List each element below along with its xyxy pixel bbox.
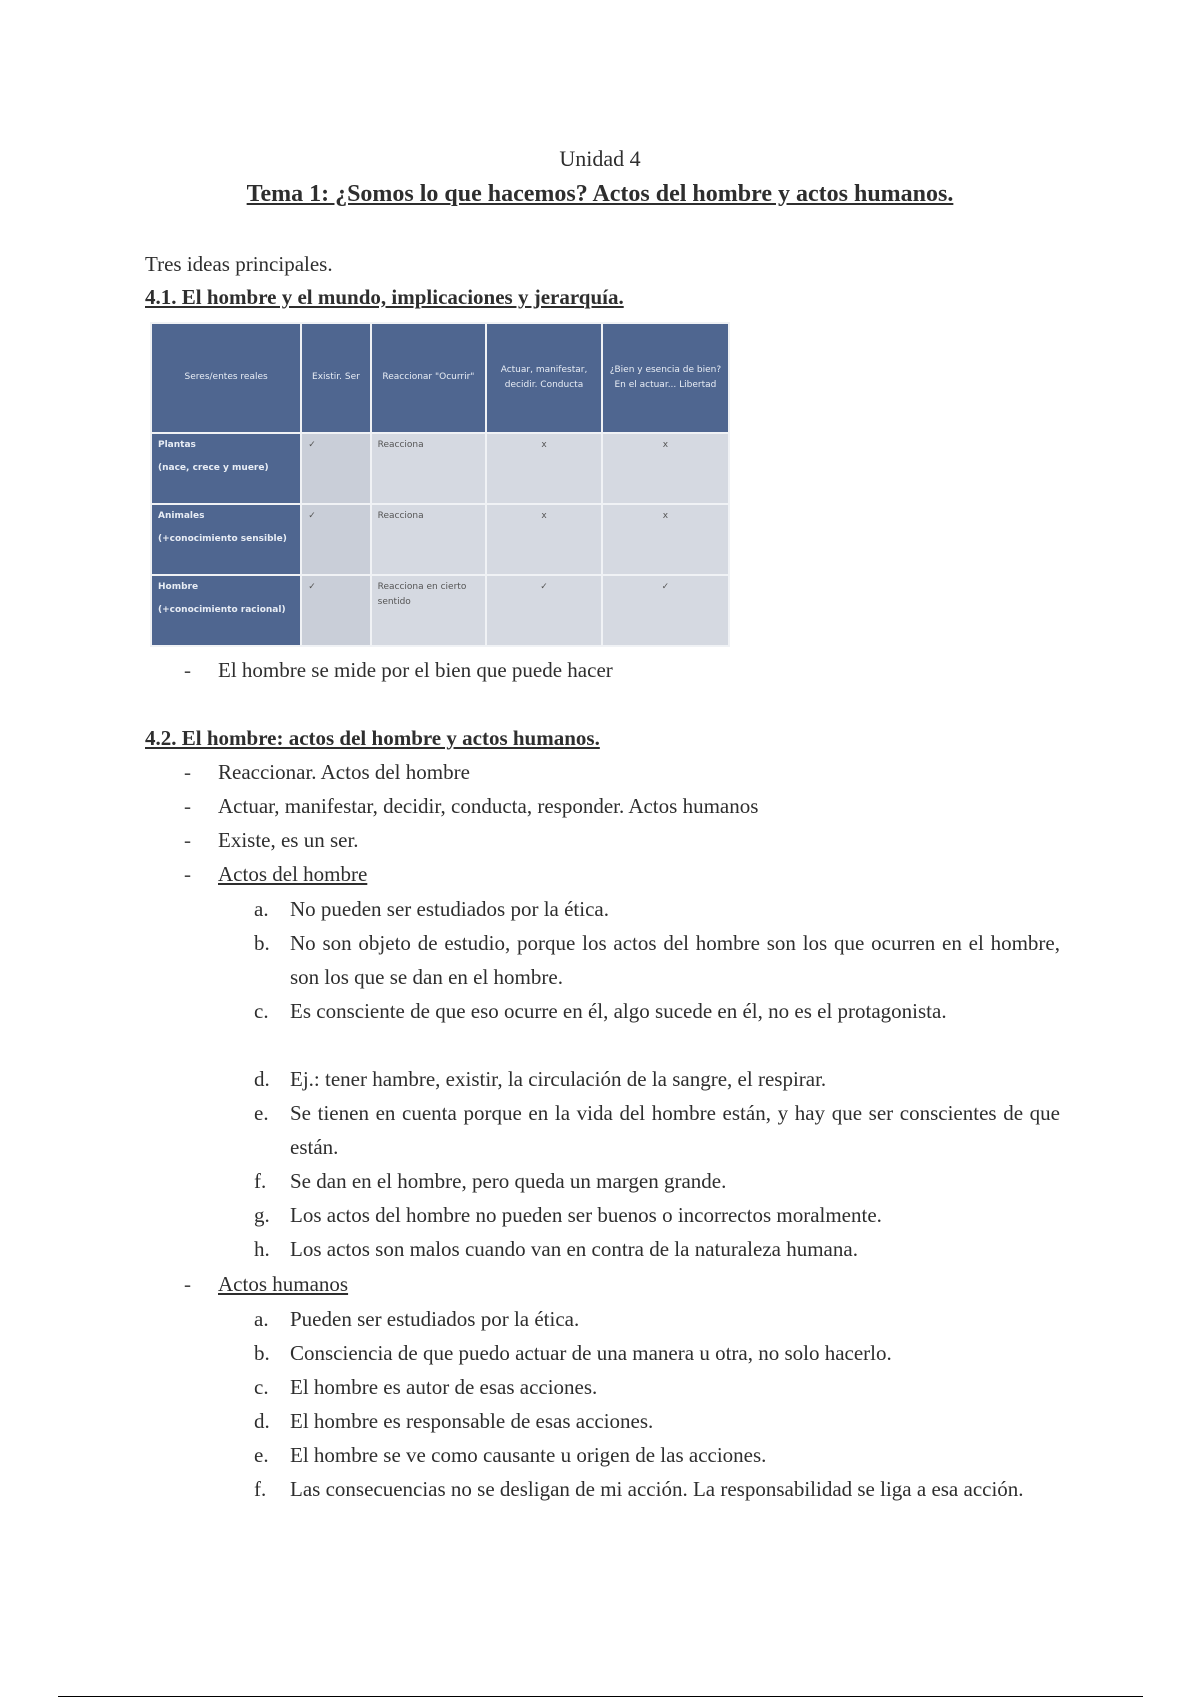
table-cell: x — [602, 433, 729, 504]
list-marker: a. — [254, 897, 269, 921]
list-text: No pueden ser estudiados por la ética. — [290, 897, 609, 921]
table-cell: ✓ — [602, 575, 729, 646]
list-text: Pueden ser estudiados por la ética. — [290, 1307, 580, 1331]
row-sub: (+conocimiento sensible) — [158, 534, 287, 545]
list-marker: d. — [254, 1067, 270, 1091]
table-cell: x — [486, 504, 602, 575]
row-label — [151, 433, 301, 504]
list-marker: e. — [254, 1443, 269, 1467]
row-name: Hombre — [158, 582, 199, 592]
table-header: Seres/entes reales — [151, 323, 301, 433]
hierarchy-table — [150, 322, 730, 647]
list-marker: b. — [254, 1341, 270, 1365]
bullet-text: Existe, es un ser. — [218, 828, 359, 852]
table-cell: ✓ — [301, 504, 370, 575]
table-header: ¿Bien y esencia de bien? En el actuar... Libertad — [602, 323, 729, 433]
list-marker: e. — [254, 1101, 269, 1125]
list-marker: d. — [254, 1409, 270, 1433]
table-header: Reaccionar "Ocurrir" — [371, 323, 487, 433]
table-cell: ✓ — [301, 575, 370, 646]
table-header: Existir. Ser — [301, 323, 370, 433]
section-heading-4-2: 4.2. El hombre: actos del hombre y actos humanos. — [145, 726, 600, 750]
bullet-text: Actuar, manifestar, decidir, conducta, responder. Actos humanos — [218, 794, 759, 818]
table-header: Actuar, manifestar, decidir. Conducta — [486, 323, 602, 433]
table-cell: Reacciona — [371, 504, 487, 575]
table-cell: x — [486, 433, 602, 504]
list-text: El hombre se ve como causante u origen de las acciones. — [290, 1443, 767, 1467]
row-sub: (nace, crece y muere) — [158, 463, 269, 474]
table-cell: ✓ — [301, 433, 370, 504]
list-text: Consciencia de que puedo actuar de una manera u otra, no solo hacerlo. — [290, 1341, 892, 1365]
page-title-text: Tema 1: ¿Somos lo que hacemos? Actos del hombre y actos humanos. — [246, 181, 954, 207]
table-cell: ✓ — [486, 575, 602, 646]
intro-text: Tres ideas principales. — [145, 252, 333, 276]
list-text: Los actos del hombre no pueden ser buenos o incorrectos moralmente. — [290, 1203, 882, 1227]
row-sub: (+conocimiento racional) — [158, 605, 286, 616]
list-text: Ej.: tener hambre, existir, la circulación de la sangre, el respirar. — [290, 1067, 827, 1091]
list-marker: b. — [254, 931, 270, 955]
bullet-text: El hombre se mide por el bien que puede hacer — [218, 658, 613, 682]
list-marker: a. — [254, 1307, 269, 1331]
row-name: Animales — [158, 511, 205, 521]
bullet-text-actos-humanos: Actos humanos — [218, 1272, 349, 1296]
row-label — [151, 575, 301, 646]
list-marker: c. — [254, 999, 269, 1023]
list-text: Los actos son malos cuando van en contra de la naturaleza humana. — [290, 1237, 858, 1261]
list-text: El hombre es responsable de esas acciones. — [290, 1409, 654, 1433]
row-name: Plantas — [158, 440, 196, 450]
list-text: Las consecuencias no se desligan de mi acción. La responsabilidad se liga a esa acción. — [290, 1477, 1024, 1501]
table-cell: Reacciona — [371, 433, 487, 504]
list-text: Se dan en el hombre, pero queda un margen grande. — [290, 1169, 727, 1193]
hierarchy-table-image — [150, 322, 730, 647]
list-marker: h. — [254, 1237, 270, 1261]
section-heading-4-1: 4.1. El hombre y el mundo, implicaciones y jerarquía. — [145, 285, 624, 309]
table-cell: Reacciona en cierto sentido — [371, 575, 487, 646]
unit-label: Unidad 4 — [559, 146, 641, 171]
list-text: Es consciente de que eso ocurre en él, algo sucede en él, no es el protagonista. — [290, 999, 947, 1023]
page-title — [0, 181, 1200, 208]
list-marker: f. — [254, 1477, 267, 1501]
list-marker: c. — [254, 1375, 269, 1399]
footer-divider — [58, 1696, 1143, 1697]
table-row — [151, 575, 729, 646]
row-label — [151, 504, 301, 575]
bullet-text-actos-hombre: Actos del hombre — [218, 862, 368, 886]
list-text: Se tienen en cuenta porque en la vida del hombre están, y hay que ser conscientes de que están. — [290, 1101, 1060, 1159]
table-row — [151, 433, 729, 504]
table-row — [151, 504, 729, 575]
bullet-text: Reaccionar. Actos del hombre — [218, 760, 470, 784]
list-text: El hombre es autor de esas acciones. — [290, 1375, 598, 1399]
list-marker: f. — [254, 1169, 267, 1193]
list-text: No son objeto de estudio, porque los actos del hombre son los que ocurren en el hombre, son los que se dan en el hombre. — [290, 931, 1060, 989]
table-cell: x — [602, 504, 729, 575]
list-marker: g. — [254, 1203, 270, 1227]
